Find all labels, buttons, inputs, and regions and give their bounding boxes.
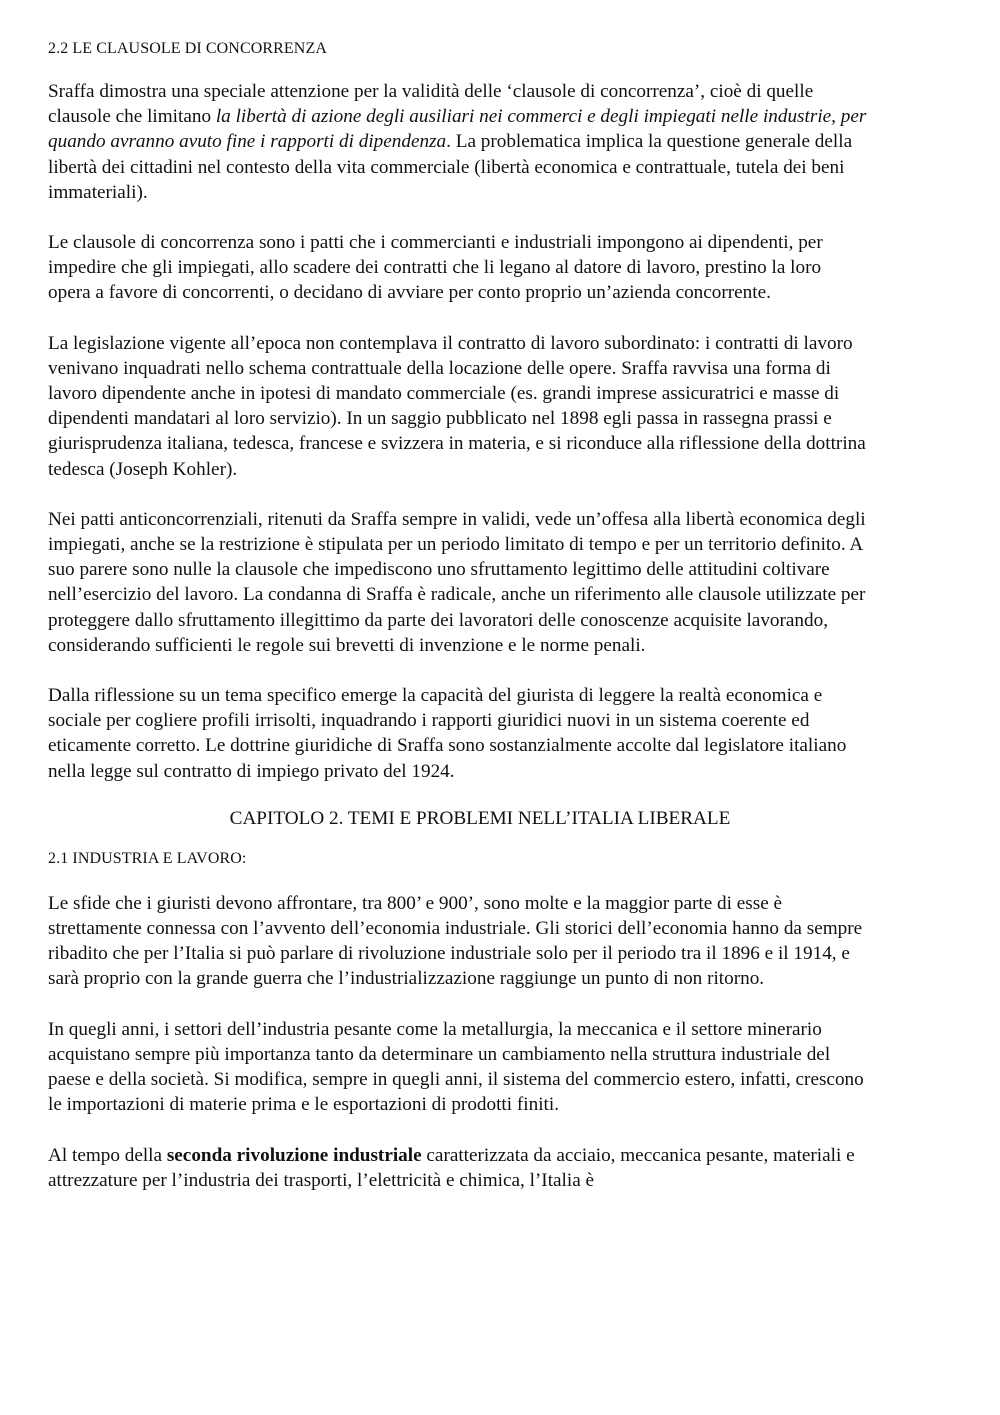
chapter-title: CAPITOLO 2. TEMI E PROBLEMI NELL’ITALIA LIBERALE — [229, 807, 731, 829]
section-heading-2-2: 2.2 LE CLAUSOLE DI CONCORRENZA — [48, 40, 327, 57]
paragraph-riflessione: Dalla riflessione su un tema specifico emerge la capacità del giurista di leggere la realtà economica e sociale per cogliere profili irrisolti, inquadrando i rapporti giuridici nuovi in un sistema coerente ed eticamente corretto. Le dottrine giuridiche di Sraffa sono sostanzialmente accolte dal legislatore italiano nella legge sul contratto di impiego privato del 1924. — [48, 685, 847, 782]
paragraph-sfide-giuristi: Le sfide che i giuristi devono affrontare, tra 800’ e 900’, sono molte e la maggior parte di esse è strettamente connessa con l’avvento dell’economia industriale. Gli storici dell’economia hanno da sempre ribadito che per l’Italia si può parlare di rivoluzione industriale solo per il periodo tra il 1896 e il 1914, e sarà proprio con la grande guerra che l’industrializzazione raggiunge un punto di non ritorno. — [48, 892, 863, 990]
paragraph-text: . La problematica implica la questione generale della libertà dei cittadini nel contesto della vita commerciale (libertà economica e contrattuale, tutela dei beni immateriali). — [48, 131, 853, 203]
italic-quote: la libertà di azione degli ausiliari nei commerci e degli impiegati nelle industrie, per quando avranno avuto fine i rapporti di dipendenza — [48, 106, 867, 153]
paragraph-legislazione: La legislazione vigente all’epoca non contemplava il contratto di lavoro subordinato: i contratti di lavoro venivano inquadrati nello schema contrattuale della locazione delle opere. Sraffa ravvisa una forma di lavoro dipendente anche in ipotesi di mandato commerciale (es. grandi imprese assicuratrici e masse di dipendenti mandatari al loro servizio). In un saggio pubblicato nel 1898 egli passa in rassegna prassi e giurisprudenza italiana, tedesca, francese e svizzera in materia, e si riconduce alla riflessione della dottrina tedesca (Joseph Kohler). — [48, 332, 866, 480]
paragraph-text: Al tempo della — [48, 1144, 167, 1166]
paragraph-text: caratterizzata da acciaio, meccanica pesante, materiali e attrezzature per l’industria dei trasporti, l’elettricità e chimica, l’Italia è — [48, 1144, 855, 1191]
paragraph-industria-pesante: In quegli anni, i settori dell’industria pesante come la metallurgia, la meccanica e il settore minerario acquistano sempre più importanza tanto da determinare un cambiamento nella struttura industriale del paese e della società. Si modifica, sempre in quegli anni, il sistema del commercio estero, infatti, crescono le importazioni di materie prima e le esportazioni di prodotti finiti. — [48, 1018, 864, 1116]
document-page — [48, 38, 868, 1193]
paragraph-clausole-intro — [48, 79, 868, 205]
paragraph-clausole-definition: Le clausole di concorrenza sono i patti che i commercianti e industriali impongono ai dipendenti, per impedire che gli impiegati, allo scadere dei contratti che li legano al datore di lavoro, prestino la loro opera a favore di concorrenti, o decidano di avviare per conto proprio un’azienda concorrente. — [48, 232, 823, 304]
paragraph-text: Sraffa dimostra una speciale attenzione per la validità delle ‘clausole di concorrenza’, cioè di quelle clausole che limitano — [48, 81, 814, 128]
paragraph-seconda-rivoluzione — [48, 1143, 868, 1193]
bold-term: seconda rivoluzione industriale — [166, 1144, 422, 1166]
section-heading-2-1: 2.1 INDUSTRIA E LAVORO: — [48, 849, 247, 867]
paragraph-patti-anticoncorrenziali: Nei patti anticoncorrenziali, ritenuti da Sraffa sempre in validi, vede un’offesa alla libertà economica degli impiegati, anche se la restrizione è stipulata per un periodo limitato di tempo e per un territorio definito. A suo parere sono nulle la clausole che impediscono uno sfruttamento legittimo delle attitudini coltivare nell’esercizio del lavoro. La condanna di Sraffa è radicale, anche un riferimento alle clausole utilizzate per proteggere dallo sfruttamento illegittimo da parte dei lavoratori delle conoscenze acquisite lavorando, considerando sufficienti le regole sui brevetti di invenzione e le norme penali. — [48, 508, 866, 656]
